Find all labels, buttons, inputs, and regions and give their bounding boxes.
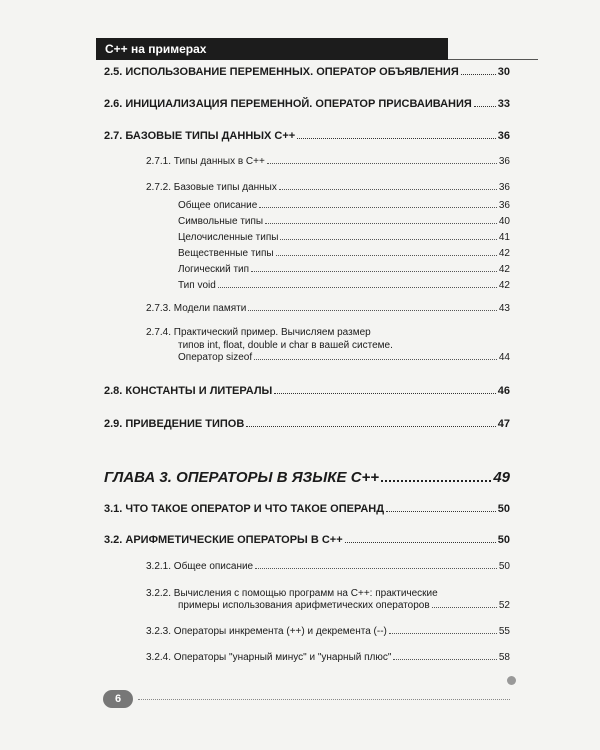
toc-entry-char-types[interactable] [178, 216, 510, 227]
dot-leader [255, 568, 497, 569]
toc-entry-page: 44 [498, 352, 510, 363]
running-header: С++ на примерах [96, 38, 448, 60]
toc-entry-2-7-3[interactable] [146, 303, 510, 314]
dot-leader [474, 106, 496, 107]
toc-entry-void-type[interactable] [178, 280, 510, 291]
toc-entry-2-7-4-line1: 2.7.4. Практический пример. Вычисляем размер [146, 327, 371, 338]
toc-entry-title: Целочисленные типы [178, 232, 279, 243]
toc-entry-2-7[interactable] [104, 130, 510, 142]
toc-entry-page: 42 [498, 264, 510, 275]
toc-entry-page: 43 [498, 303, 510, 314]
dot-leader [297, 138, 496, 139]
toc-entry-3-2-1[interactable] [146, 561, 510, 572]
toc-entry-2-8[interactable] [104, 385, 510, 397]
toc-entry-2-7-4-line2: типов int, float, double и char в вашей системе. [178, 340, 393, 351]
page-number-badge: 6 [103, 690, 133, 708]
toc-entry-title: 2.8. КОНСТАНТЫ И ЛИТЕРАЛЫ [104, 385, 273, 397]
toc-entry-page: 36 [498, 200, 510, 211]
toc-entry-page: 36 [498, 156, 510, 167]
toc-entry-title: Тип void [178, 280, 216, 291]
toc-entry-title: 2.7.3. Модели памяти [146, 303, 247, 314]
dot-leader [251, 271, 497, 272]
dot-leader [218, 287, 497, 288]
toc-chapter-3[interactable] [104, 469, 510, 486]
dot-leader [461, 74, 496, 75]
toc-entry-title: 2.7.1. Типы данных в С++ [146, 156, 265, 167]
dot-leader [381, 480, 491, 482]
toc-entry-3-2-2-line1: 3.2.2. Вычисления с помощью программ на С++: практические [146, 588, 438, 599]
toc-entry-page: 50 [497, 534, 510, 546]
toc-entry-page: 42 [498, 248, 510, 259]
toc-entry-integer-types[interactable] [178, 232, 510, 243]
toc-entry-title: 2.7. БАЗОВЫЕ ТИПЫ ДАННЫХ С++ [104, 130, 296, 142]
toc-entry-2-7-4[interactable] [178, 352, 510, 363]
toc-entry-title: 2.6. ИНИЦИАЛИЗАЦИЯ ПЕРЕМЕННОЙ. ОПЕРАТОР ПРИСВАИВАНИЯ [104, 98, 472, 110]
toc-entry-title: Вещественные типы [178, 248, 274, 259]
toc-entry-title: 3.2.4. Операторы "унарный минус" и "унарный плюс" [146, 652, 392, 663]
dot-leader [265, 223, 497, 224]
toc-entry-page: 42 [498, 280, 510, 291]
toc-entry-page: 41 [498, 232, 510, 243]
toc-entry-page: 47 [497, 418, 510, 430]
toc-entry-page: 49 [493, 469, 510, 486]
toc-entry-page: 46 [497, 385, 510, 397]
toc-entry-title: 2.7.2. Базовые типы данных [146, 182, 277, 193]
toc-entry-3-2[interactable] [104, 534, 510, 546]
toc-entry-3-2-2[interactable] [178, 600, 510, 611]
toc-entry-title: 3.1. ЧТО ТАКОЕ ОПЕРАТОР И ЧТО ТАКОЕ ОПЕРАНД [104, 503, 385, 515]
toc-entry-page: 40 [498, 216, 510, 227]
toc-entry-overview[interactable] [178, 200, 510, 211]
toc-entry-2-7-2[interactable] [146, 182, 510, 193]
dot-leader [345, 542, 496, 543]
toc-entry-2-5[interactable] [104, 66, 510, 78]
toc-entry-title: Символьные типы [178, 216, 264, 227]
dot-leader [393, 659, 496, 660]
toc-entry-page: 33 [497, 98, 510, 110]
toc-entry-title: 3.2. АРИФМЕТИЧЕСКИЕ ОПЕРАТОРЫ В С++ [104, 534, 343, 546]
toc-entry-title: 2.9. ПРИВЕДЕНИЕ ТИПОВ [104, 418, 245, 430]
toc-entry-title: Общее описание [178, 200, 258, 211]
toc-entry-page: 30 [497, 66, 510, 78]
toc-entry-2-7-1[interactable] [146, 156, 510, 167]
toc-entry-page: 36 [497, 130, 510, 142]
dot-leader [267, 163, 497, 164]
dot-leader [386, 511, 496, 512]
toc-entry-title: 3.2.1. Общее описание [146, 561, 254, 572]
header-rule [448, 59, 538, 60]
toc-entry-page: 55 [498, 626, 510, 637]
dot-leader [254, 359, 497, 360]
toc-entry-title: примеры использования арифметических операторов [178, 600, 430, 611]
toc-entry-page: 36 [498, 182, 510, 193]
toc-entry-title: 2.5. ИСПОЛЬЗОВАНИЕ ПЕРЕМЕННЫХ. ОПЕРАТОР ОБЪЯВЛЕНИЯ [104, 66, 459, 78]
footer-dotted-line [138, 699, 510, 700]
dot-leader [389, 633, 497, 634]
dot-leader [248, 310, 497, 311]
toc-entry-3-1[interactable] [104, 503, 510, 515]
dot-leader [259, 207, 497, 208]
toc-entry-page: 50 [498, 561, 510, 572]
dot-leader [246, 426, 495, 427]
footer-bullet [507, 676, 516, 685]
dot-leader [279, 189, 497, 190]
toc-entry-2-9[interactable] [104, 418, 510, 430]
toc-entry-title: Логический тип [178, 264, 250, 275]
dot-leader [274, 393, 495, 394]
toc-entry-3-2-3[interactable] [146, 626, 510, 637]
toc-entry-3-2-4[interactable] [146, 652, 510, 663]
dot-leader [432, 607, 497, 608]
toc-entry-title: ГЛАВА 3. ОПЕРАТОРЫ В ЯЗЫКЕ С++ [104, 469, 380, 486]
dot-leader [276, 255, 497, 256]
toc-entry-title: 3.2.3. Операторы инкремента (++) и декремента (--) [146, 626, 387, 637]
toc-entry-real-types[interactable] [178, 248, 510, 259]
toc-entry-page: 58 [498, 652, 510, 663]
dot-leader [280, 239, 496, 240]
toc-entry-page: 52 [498, 600, 510, 611]
toc-entry-2-6[interactable] [104, 98, 510, 110]
toc-entry-bool-type[interactable] [178, 264, 510, 275]
toc-entry-page: 50 [497, 503, 510, 515]
toc-entry-title: Оператор sizeof [178, 352, 253, 363]
